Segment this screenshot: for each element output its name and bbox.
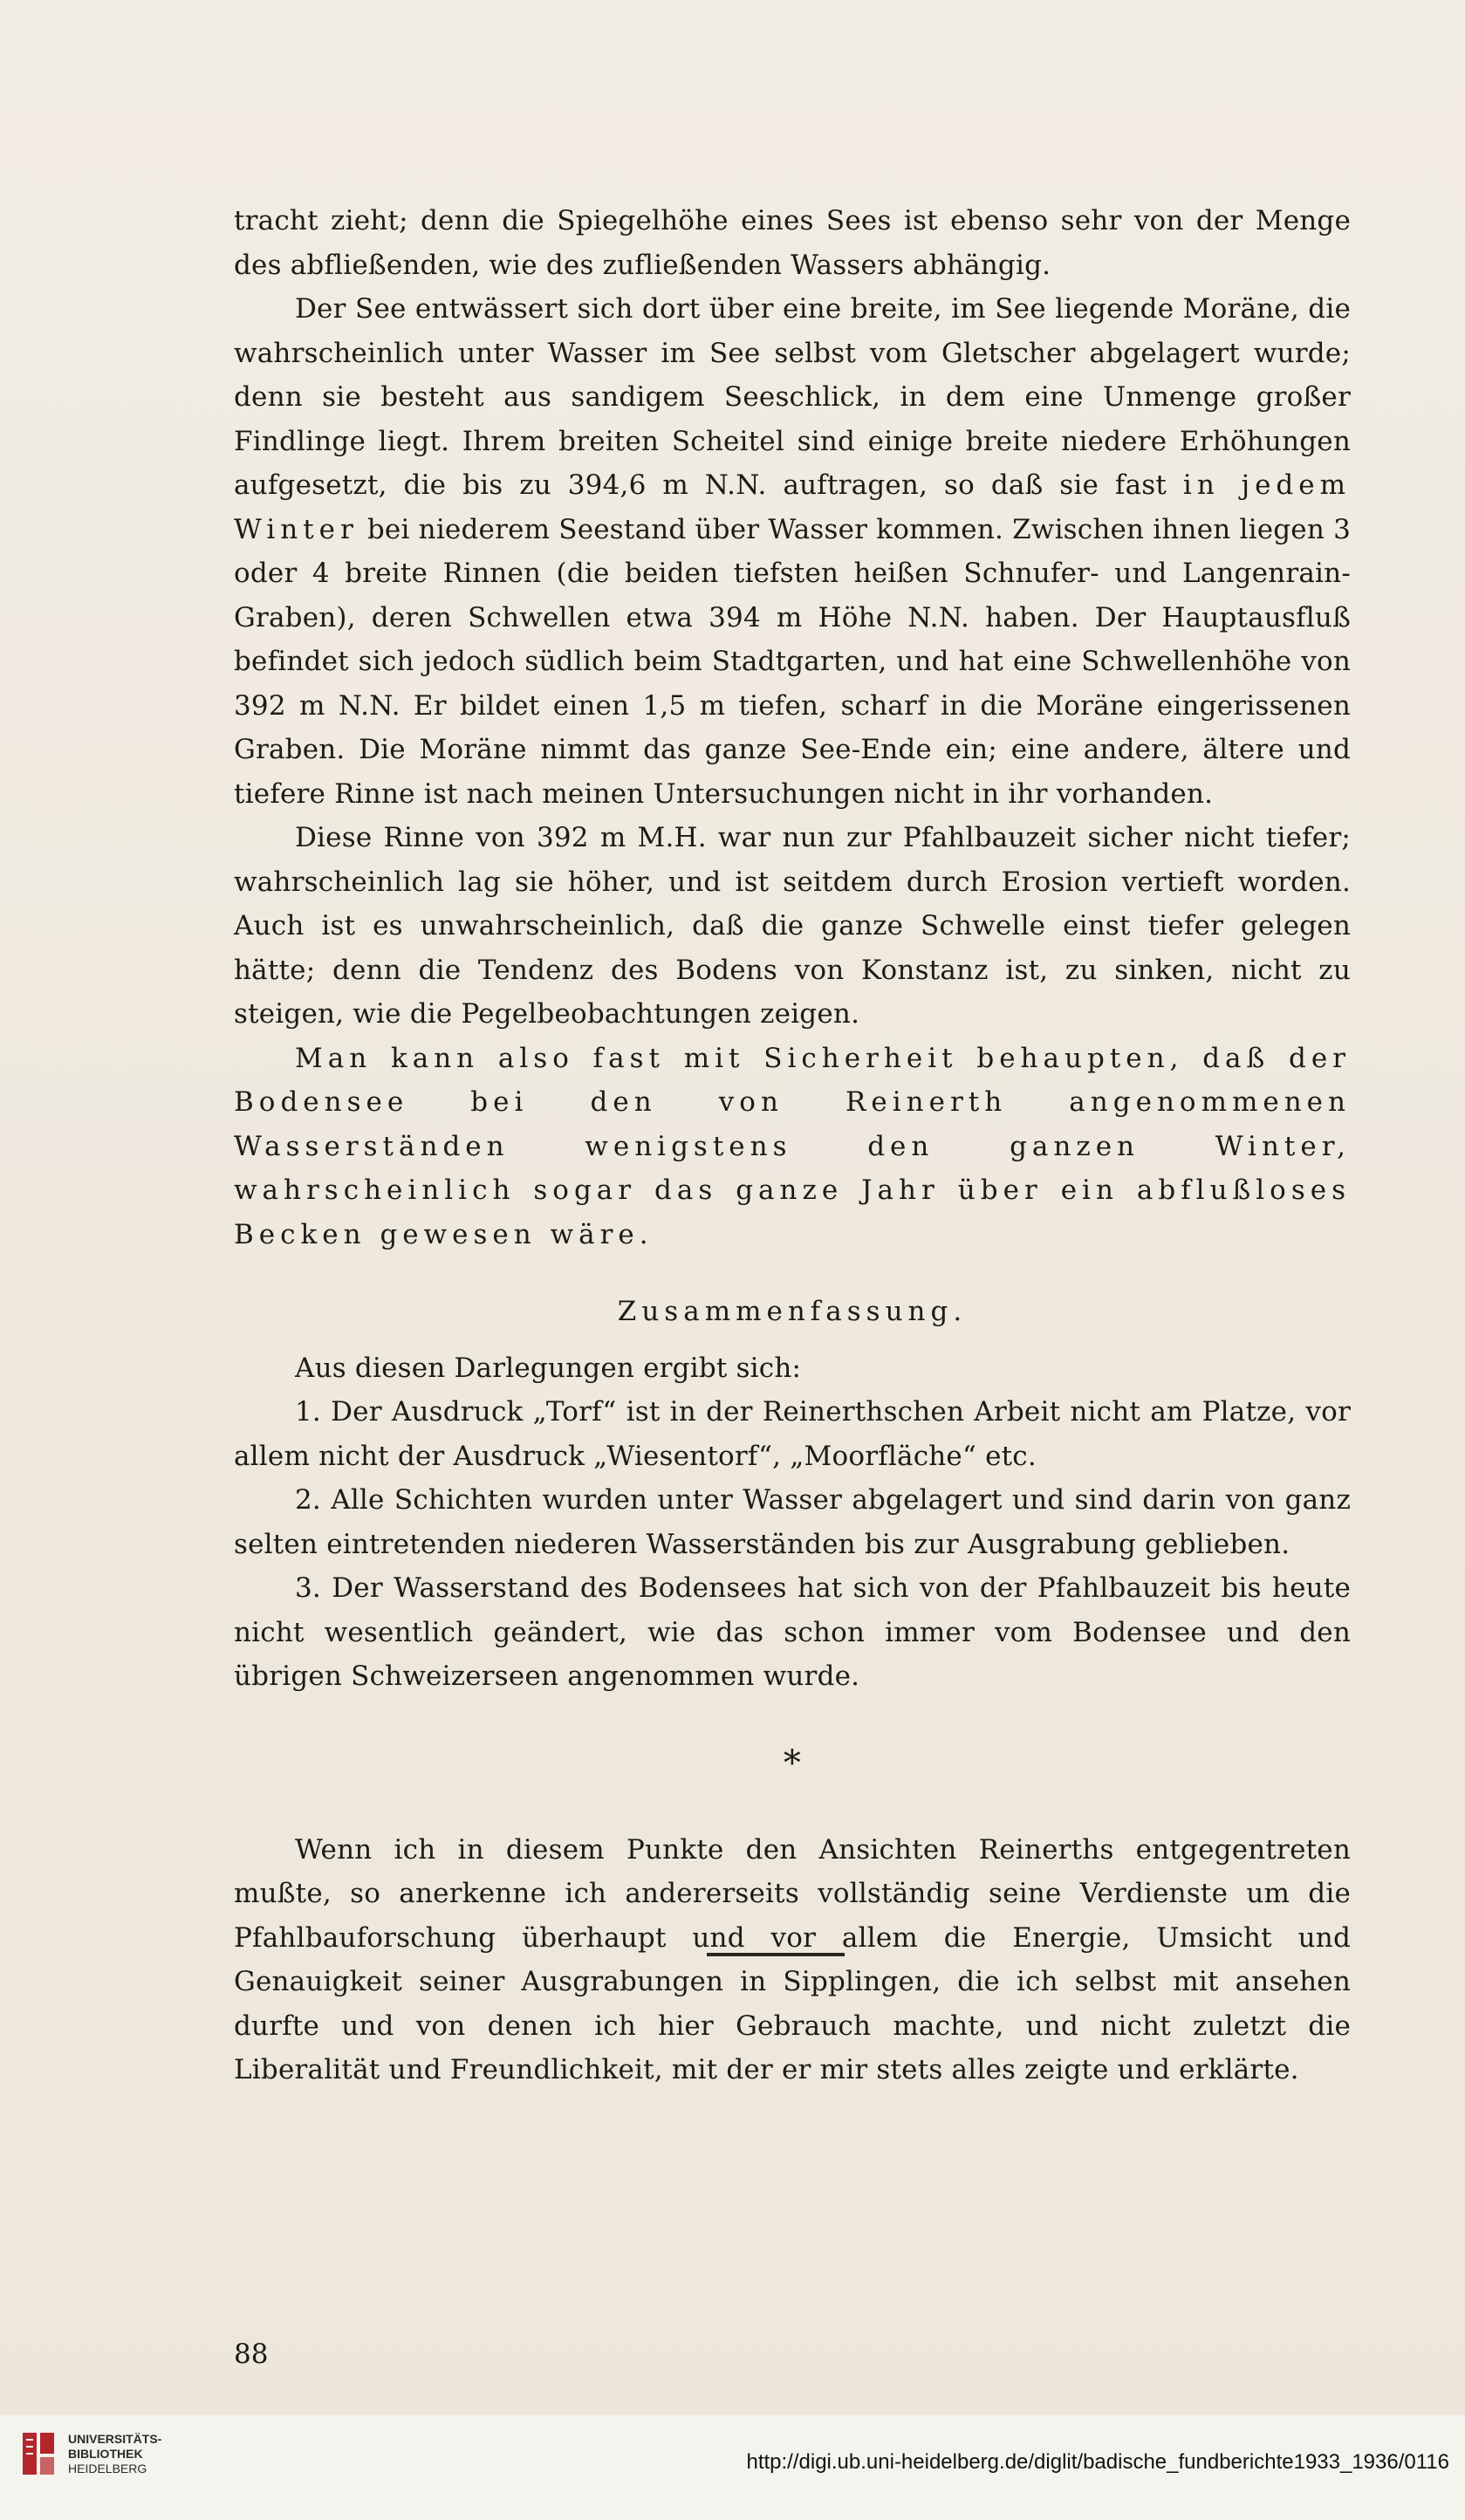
end-rule <box>707 1953 845 1956</box>
library-emblem-icon <box>17 2428 59 2480</box>
spaced-emphasis-winter: in jedem Winter <box>234 469 1351 545</box>
logo-line-3: HEIDELBERG <box>68 2461 147 2475</box>
summary-item-2: 2. Alle Schichten wurden unter Wasser abgelagert und sind darin von ganz selten eintretenden niederen Wasserständen bis zur Ausgrabung geblieben. <box>234 1484 1351 1560</box>
paragraph-moraine <box>234 287 1351 816</box>
logo-line-1: UNIVERSITÄTS- <box>68 2431 162 2446</box>
asterisk-separator: * <box>783 1743 802 1784</box>
paragraph-conclusion-spaced: Man kann also fast mit Sicherheit behaupten, daß der Bodensee bei den von Reinerth angenommenen Wasserständen wenigstens den ganzen Winter, wahrscheinlich sogar das ganze Jahr über ein abflußloses Becken gewesen wäre. <box>234 1042 1351 1250</box>
paragraph-moraine-start: Der See entwässert sich dort über eine breite, im See liegende Moräne, die wahrscheinlich unter Wasser im See selbst vom Gletscher abgelagert wurde; denn sie besteht aus sandigem Seeschlick, in dem eine Unmenge großer Findlinge liegt. Ihrem breiten Scheitel sind einige breite niedere Erhöhungen aufgesetzt, die bis zu 394,6 m N.N. auftragen, so daß sie fast <box>234 293 1351 501</box>
page-number: 88 <box>234 2339 269 2370</box>
summary-item-3: 3. Der Wasserstand des Bodensees hat sich von der Pfahlbauzeit bis heute nicht wesentlich geändert, wie das schon immer vom Bodensee und den übrigen Schweizerseen angenommen wurde. <box>234 1572 1351 1692</box>
paragraph-rinne: Diese Rinne von 392 m M.H. war nun zur Pfahlbauzeit sicher nicht tiefer; wahrscheinlich lag sie höher, und ist seitdem durch Erosion vertieft worden. Auch ist es unwahrscheinlich, daß die ganze Schwelle einst tiefer gelegen hätte; denn die Tendenz des Bodens von Konstanz ist, zu sinken, nicht zu steigen, wie die Pegelbeobachtungen zeigen. <box>234 822 1351 1030</box>
summary-item-1: 1. Der Ausdruck „Torf“ ist in der Reinerthschen Arbeit nicht am Platze, vor allem nicht der Ausdruck „Wiesentorf“, „Moorfläche“ etc. <box>234 1396 1351 1472</box>
library-name <box>68 2432 161 2476</box>
logo-line-2: BIBLIOTHEK <box>68 2446 143 2461</box>
paragraph-continuation: tracht zieht; denn die Spiegelhöhe eines Sees ist ebenso sehr von der Menge des abfließenden, wie des zufließenden Wassers abhängig. <box>234 205 1351 281</box>
section-heading: Zusammenfassung. <box>617 1296 968 1327</box>
digitization-footer <box>0 2415 1465 2520</box>
library-logo[interactable] <box>17 2428 161 2480</box>
source-url-link[interactable]: http://digi.ub.uni-heidelberg.de/diglit/badische_fundberichte1933_1936/0116 <box>746 2450 1449 2474</box>
closing-paragraph: Wenn ich in diesem Punkte den Ansichten Reinerths entgegentreten mußte, so anerkenne ich andererseits vollständig seine Verdienste um die Pfahlbauforschung überhaupt und vor allem die Energie, Umsicht und Genauigkeit seiner Ausgrabungen in Sipplingen, die ich selbst mit ansehen durfte und von denen ich hier Gebrauch machte, und nicht zuletzt die Liberalität und Freundlichkeit, mit der er mir stets alles zeigte und erklärte. <box>234 1833 1351 2085</box>
summary-intro: Aus diesen Darlegungen ergibt sich: <box>295 1352 802 1384</box>
paragraph-moraine-end: bei niederem Seestand über Wasser kommen. Zwischen ihnen liegen 3 oder 4 breite Rinnen (die beiden tiefsten heißen Schnufer- und Langenrain-Graben), deren Schwellen etwa 394 m Höhe N.N. haben. Der Hauptausfluß befindet sich jedoch südlich beim Stadtgarten, und hat eine Schwellenhöhe von 392 m N.N. Er bildet einen 1,5 m tiefen, scharf in die Moräne eingerissenen Graben. Die Moräne nimmt das ganze See-Ende ein; eine andere, ältere und tiefere Rinne ist nach meinen Untersuchungen nicht in ihr vorhanden. <box>234 513 1351 810</box>
body-text <box>234 199 1351 2092</box>
